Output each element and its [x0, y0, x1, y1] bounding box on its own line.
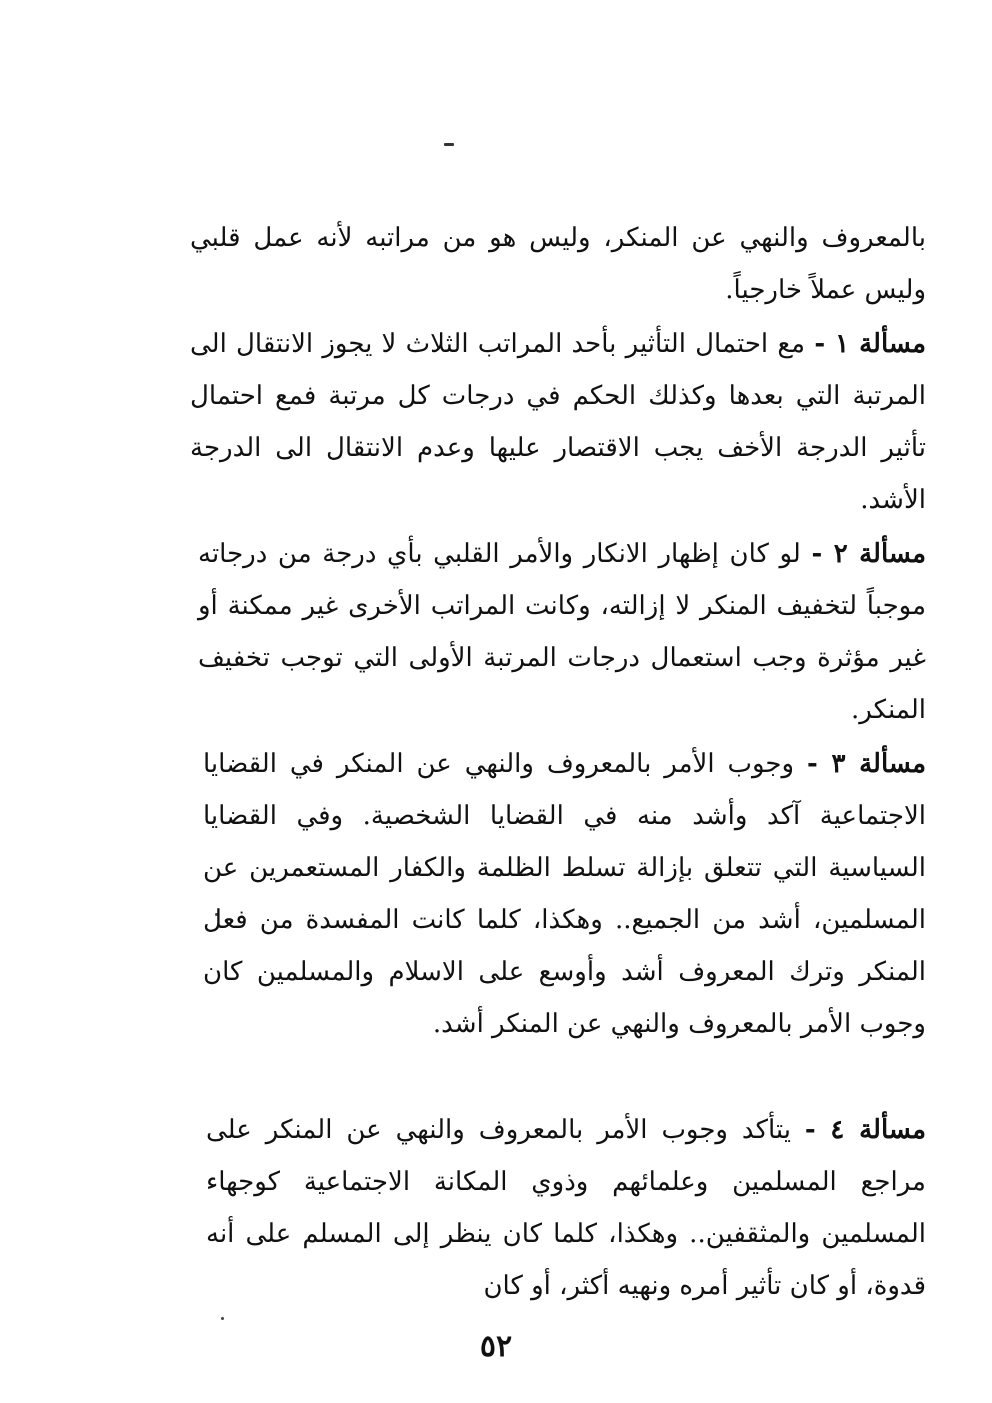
- page-number: ٥٢: [479, 1329, 513, 1364]
- scan-mark: [444, 143, 454, 146]
- paragraph-text: مع احتمال التأثير بأحد المراتب الثلاث لا يجوز الانتقال الى المرتبة التي بعدها وكذلك الحكم في درجات كل مرتبة فمع احتمال تأثير الدرجة الأخف يجب الاقتصار عليها وعدم الانتقال الى الدرجة الأشد.: [190, 329, 926, 515]
- issue-4-paragraph: [206, 1104, 926, 1312]
- issue-label: مسألة ١ -: [814, 329, 926, 359]
- issue-2-paragraph: [198, 528, 926, 736]
- issue-1-paragraph: [190, 318, 926, 526]
- issue-3-paragraph: [203, 738, 926, 1050]
- paragraph-text: وجوب الأمر بالمعروف والنهي عن المنكر في القضايا الاجتماعية آكد وأشد منه في القضايا الشخصية. وفي القضايا السياسية التي تتعلق بإزالة تسلط الظلمة والكفار المستعمرين عن المسلمين، أشد من الجميع.. وهكذا، كلما كانت المفسدة من فعل المنكر وترك المعروف أشد وأوسع على الاسلام والمسلمين كان وجوب الأمر بالمعروف والنهي عن المنكر أشد.: [203, 749, 926, 1039]
- issue-label: مسألة ٣ -: [806, 749, 927, 779]
- paragraph-text: يتأكد وجوب الأمر بالمعروف والنهي عن المنكر على مراجع المسلمين وعلمائهم وذوي المكانة الاجتماعية كوجهاء المسلمين والمثقفين.. وهكذا، كلما كان ينظر إلى المسلم على أنه قدوة، أو كان تأثير أمره ونهيه أكثر، أو كان: [206, 1115, 926, 1301]
- paragraph-text: لو كان إظهار الانكار والأمر القلبي بأي درجة من درجاته موجباً لتخفيف المنكر لا إزالته، وكانت المراتب الأخرى غير ممكنة أو غير مؤثرة وجب استعمال درجات المرتبة الأولى التي توجب تخفيف المنكر.: [198, 539, 926, 725]
- issue-label: مسألة ٢ -: [811, 539, 927, 569]
- issue-label: مسألة ٤ -: [804, 1115, 926, 1145]
- scan-dot: [221, 1317, 224, 1320]
- paragraph-continuation: [190, 212, 926, 316]
- paragraph-text: بالمعروف والنهي عن المنكر، وليس هو من مراتبه لأنه عمل قلبي وليس عملاً خارجياً.: [190, 223, 926, 305]
